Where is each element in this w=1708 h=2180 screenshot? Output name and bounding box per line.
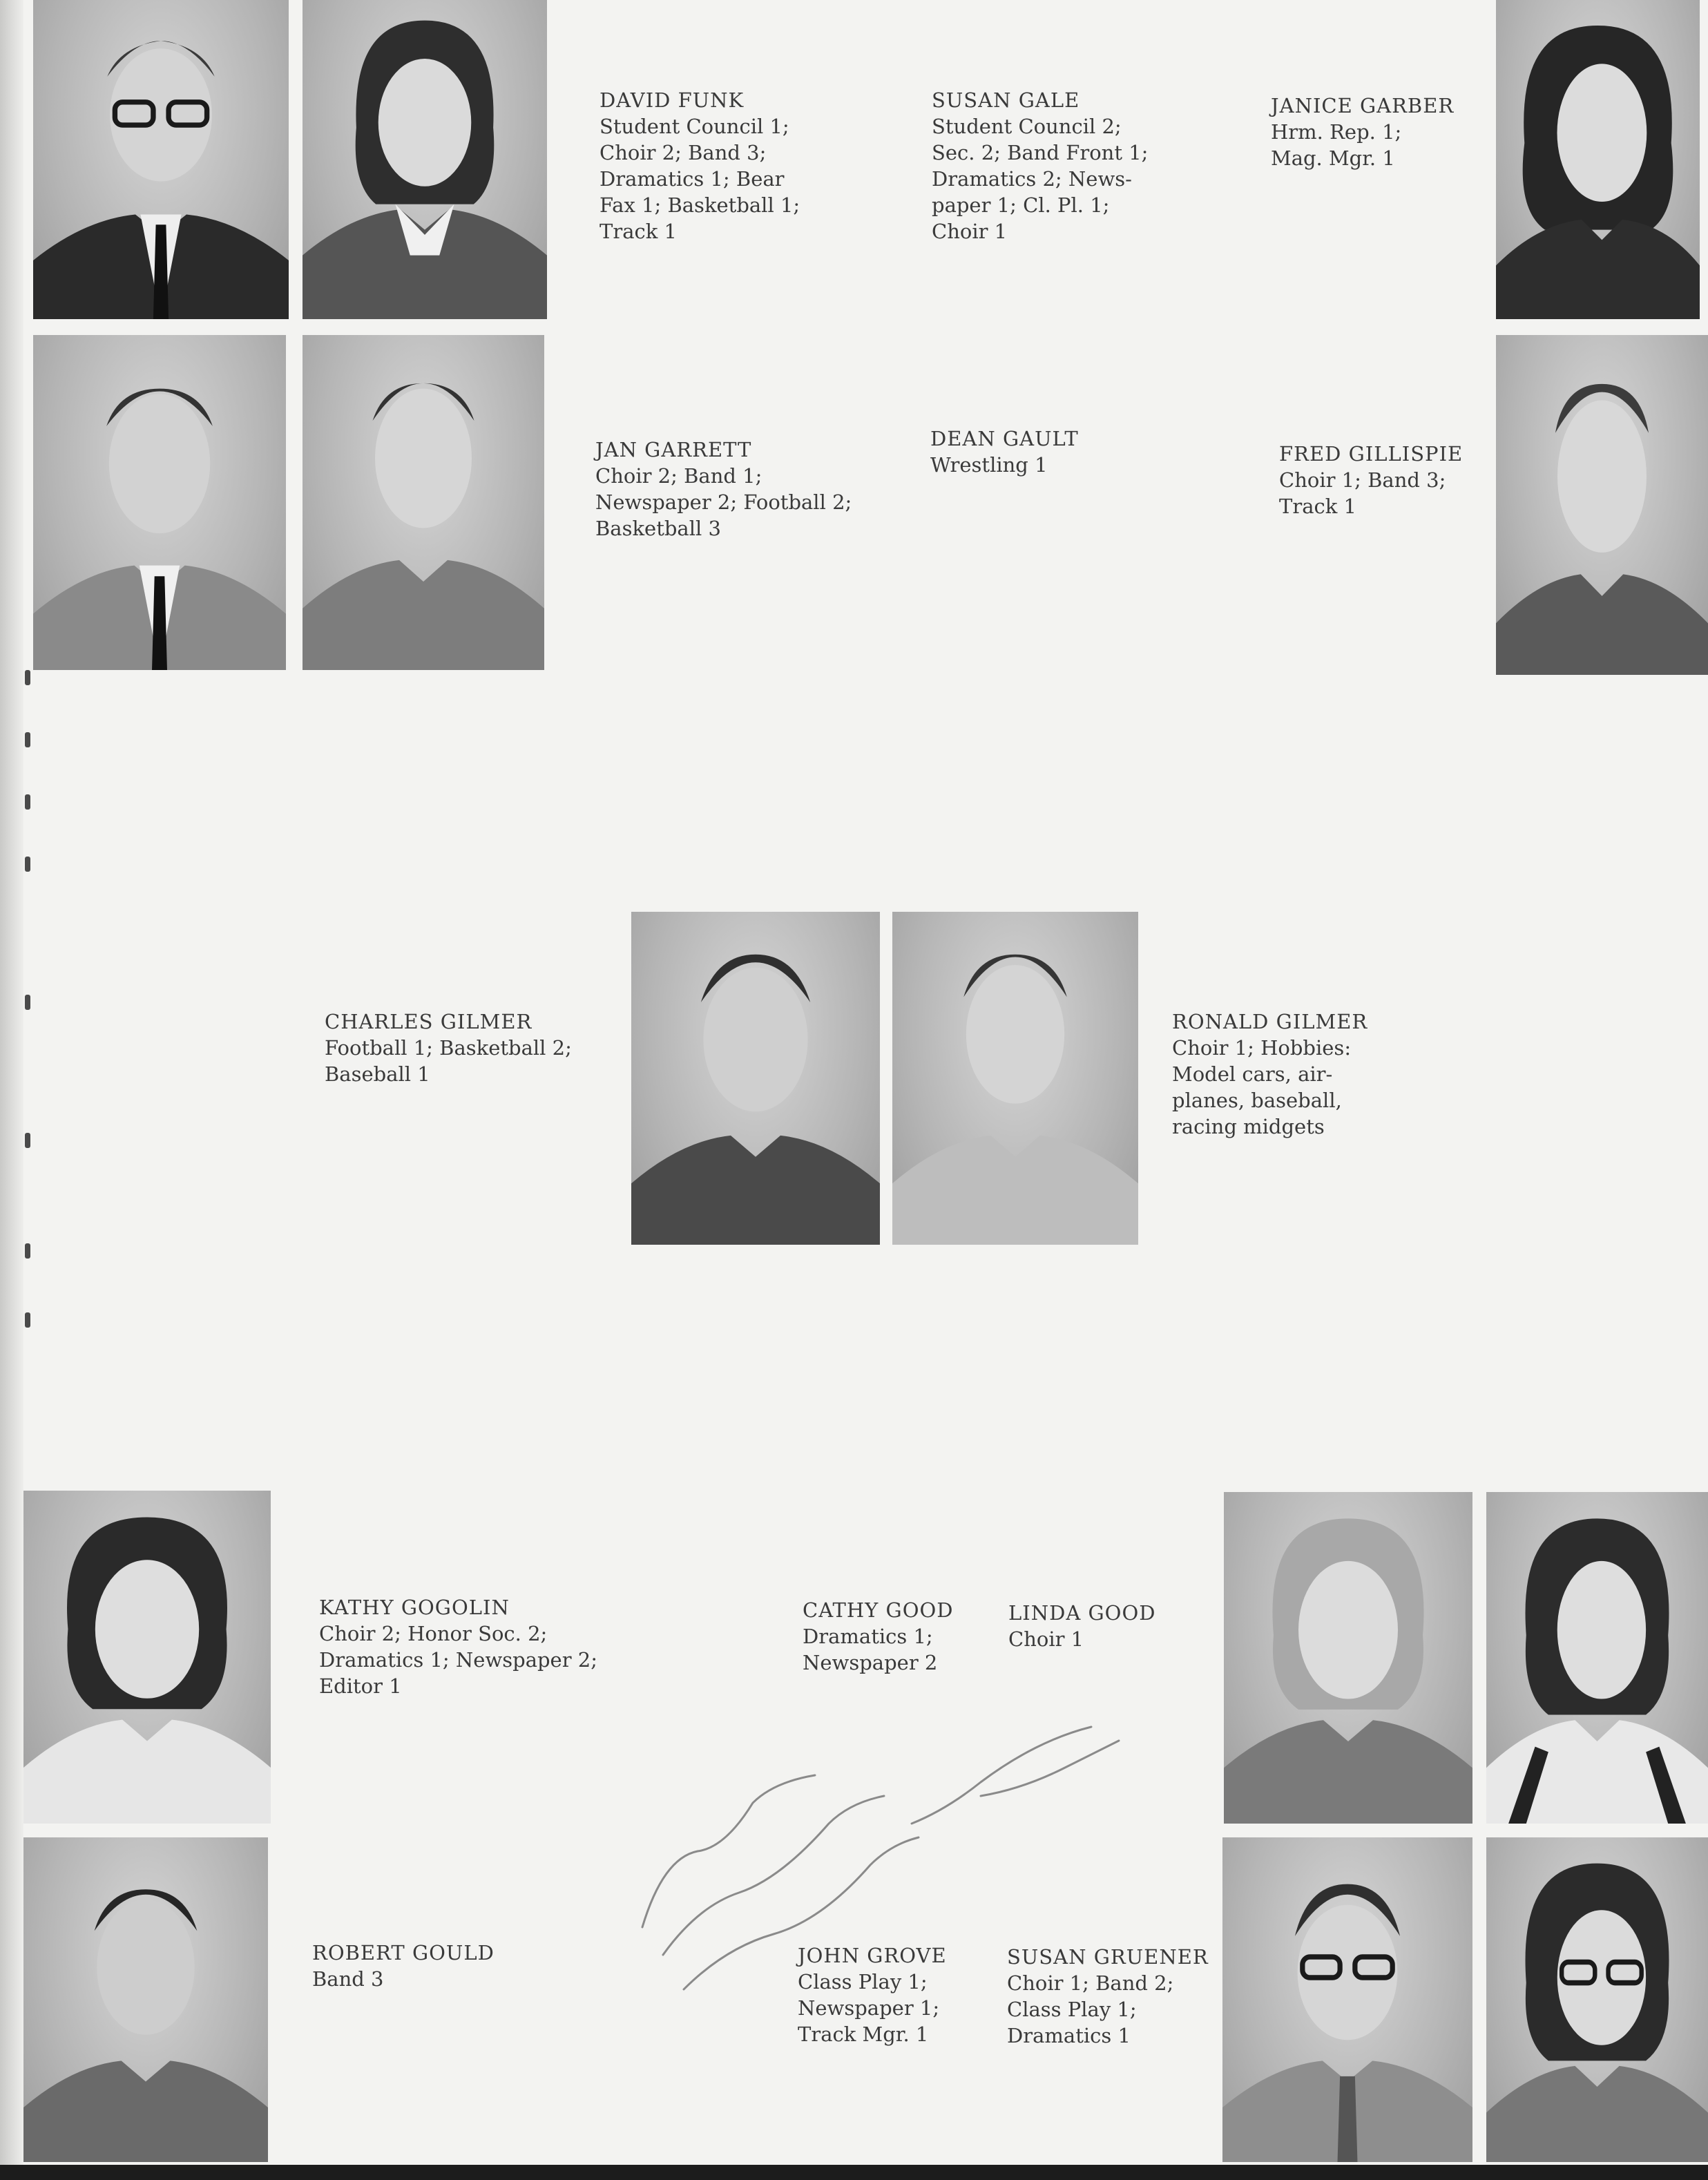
activity-line: Wrestling 1 <box>930 453 1048 477</box>
portrait-photo-susan-gale <box>303 0 547 319</box>
student-entry-kathy-gogolin <box>319 1594 597 1699</box>
page-bottom-edge <box>0 2165 1708 2180</box>
portrait-photo-susan-gruener <box>1486 1837 1708 2162</box>
student-entry-jan-garrett <box>595 437 852 542</box>
portrait-photo-charles-gilmer <box>631 912 880 1245</box>
portrait-photo-dean-gault <box>303 335 544 670</box>
activity-line: Newspaper 1; <box>798 1996 940 2020</box>
activity-line: Dramatics 1; Newspaper 2; <box>319 1648 598 1672</box>
student-name: DEAN GAULT <box>930 427 1079 450</box>
student-name: SUSAN GALE <box>932 88 1080 112</box>
activity-line: Track 1 <box>599 220 677 243</box>
activity-line: Choir 1; Hobbies: <box>1172 1036 1352 1060</box>
activity-line: Editor 1 <box>319 1674 402 1698</box>
portrait-photo-john-grove <box>1222 1837 1472 2162</box>
activity-line: Class Play 1; <box>1007 1998 1137 2021</box>
activity-line: Track Mgr. 1 <box>798 2023 929 2046</box>
activity-line: Dramatics 1; <box>803 1625 933 1648</box>
activity-line: Choir 1 <box>932 220 1008 243</box>
activity-line: Choir 2; Band 3; <box>599 141 767 164</box>
student-name: JAN GARRETT <box>595 438 752 461</box>
activity-line: Model cars, air- <box>1172 1062 1333 1086</box>
activity-line: Track 1 <box>1279 495 1356 518</box>
student-entry-linda-good <box>1008 1600 1155 1652</box>
student-entry-janice-garber <box>1271 93 1454 171</box>
student-entry-dean-gault <box>930 426 1079 478</box>
activity-line: Student Council 1; <box>599 115 789 138</box>
binding-hole <box>25 995 30 1010</box>
student-name: JOHN GROVE <box>798 1944 947 1967</box>
student-name: CATHY GOOD <box>803 1598 954 1622</box>
portrait-photo-kathy-gogolin <box>23 1491 271 1824</box>
student-entry-ronald-gilmer <box>1172 1008 1368 1140</box>
activity-line: Hrm. Rep. 1; <box>1271 120 1402 144</box>
student-name: JANICE GARBER <box>1271 94 1455 117</box>
student-name: KATHY GOGOLIN <box>319 1596 510 1619</box>
portrait-photo-cathy-good <box>1224 1492 1472 1824</box>
activity-line: Dramatics 1; Bear <box>599 167 785 191</box>
binding-hole <box>25 857 30 872</box>
student-entry-charles-gilmer <box>325 1008 572 1087</box>
student-entry-robert-gould <box>312 1940 495 1992</box>
activity-line: Choir 2; Honor Soc. 2; <box>319 1622 548 1645</box>
activity-line: Basketball 3 <box>595 517 721 540</box>
student-name: FRED GILLISPIE <box>1279 442 1464 466</box>
activity-line: Dramatics 1 <box>1007 2024 1131 2047</box>
student-name: SUSAN GRUENER <box>1007 1945 1209 1969</box>
student-entry-fred-gillispie <box>1279 441 1463 519</box>
student-name: LINDA GOOD <box>1008 1601 1156 1625</box>
portrait-photo-ronald-gilmer <box>892 912 1138 1245</box>
handwritten-signature <box>622 1720 1174 2010</box>
student-entry-cathy-good <box>803 1597 954 1676</box>
activity-line: Choir 1; Band 3; <box>1279 468 1446 492</box>
student-entry-david-funk <box>599 87 800 245</box>
activity-line: Choir 1; Band 2; <box>1007 1971 1174 1995</box>
activity-line: Mag. Mgr. 1 <box>1271 146 1395 170</box>
portrait-photo-linda-good <box>1486 1492 1708 1824</box>
binding-hole <box>25 732 30 747</box>
binding-hole <box>25 1243 30 1259</box>
portrait-photo-david-funk <box>33 0 289 319</box>
student-name: ROBERT GOULD <box>312 1941 495 1964</box>
page-binding-edge <box>0 0 23 2180</box>
activity-line: paper 1; Cl. Pl. 1; <box>932 193 1110 217</box>
activity-line: planes, baseball, <box>1172 1089 1342 1112</box>
activity-line: Dramatics 2; News- <box>932 167 1132 191</box>
student-entry-susan-gale <box>932 87 1148 245</box>
student-name: CHARLES GILMER <box>325 1010 532 1033</box>
activity-line: Newspaper 2; Football 2; <box>595 490 852 514</box>
portrait-photo-jan-garrett <box>33 335 286 670</box>
activity-line: Football 1; Basketball 2; <box>325 1036 572 1060</box>
activity-line: Newspaper 2 <box>803 1651 938 1674</box>
portrait-photo-fred-gillispie <box>1496 335 1708 675</box>
portrait-photo-janice-garber <box>1496 0 1700 319</box>
activity-line: Class Play 1; <box>798 1970 928 1993</box>
activity-line: racing midgets <box>1172 1115 1325 1138</box>
binding-hole <box>25 794 30 810</box>
student-name: RONALD GILMER <box>1172 1010 1368 1033</box>
portrait-photo-robert-gould <box>23 1837 268 2162</box>
binding-hole <box>25 1312 30 1328</box>
activity-line: Baseball 1 <box>325 1062 430 1086</box>
binding-hole <box>25 1133 30 1148</box>
activity-line: Sec. 2; Band Front 1; <box>932 141 1149 164</box>
activity-line: Fax 1; Basketball 1; <box>599 193 800 217</box>
activity-line: Choir 2; Band 1; <box>595 464 762 488</box>
activity-line: Band 3 <box>312 1967 384 1991</box>
binding-hole <box>25 670 30 685</box>
activity-line: Choir 1 <box>1008 1627 1084 1651</box>
student-name: DAVID FUNK <box>599 88 745 112</box>
activity-line: Student Council 2; <box>932 115 1122 138</box>
